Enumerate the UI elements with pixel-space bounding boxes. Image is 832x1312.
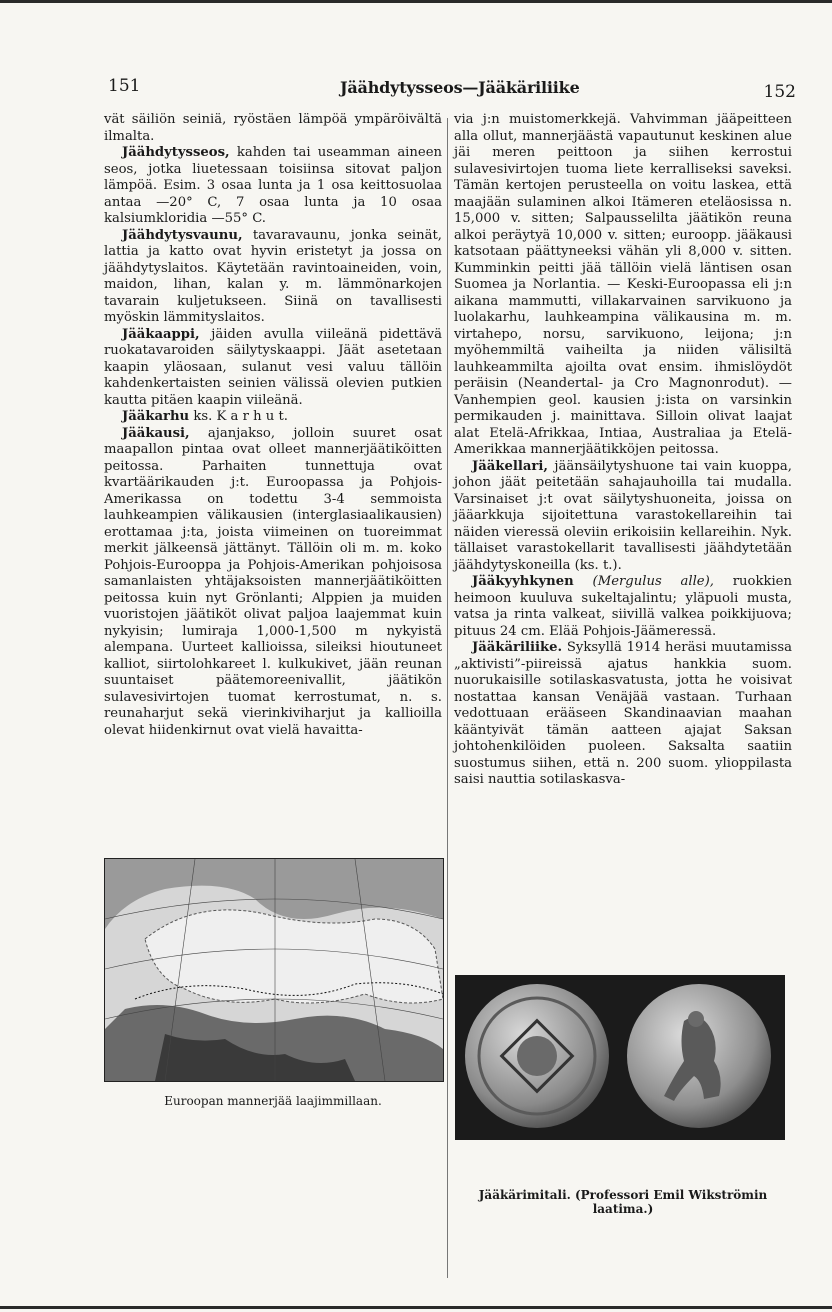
left-column: [104, 112, 442, 739]
medal-reverse-image: [624, 981, 774, 1131]
map-drawing: [105, 859, 443, 1081]
entry-jaakariliike: Jääkäriliike. Syksyllä 1914 heräsi muutamissa „aktivisti”-piireissä ajatus hankkia suom. nuorukaisille sotilaskasvatusta, jotta he voisivat nostattaa kansan Venäjää vastaan. Turhaan vedottuaan erääseen Skandinaavian maahan kääntyivät tämän aatteen ajajat Saksan johtohenkilöiden puoleen. Saksalta saatiin suostumus siihen, että n. 200 suom. ylioppilasta saisi nauttia sotilaskasva-: [454, 640, 792, 787]
page-number-right: 152: [763, 82, 796, 102]
entry-jaahdytysvaunu: Jäähdytysvaunu, tavaravaunu, jonka seinät, lattia ja katto ovat hyvin eristetyt ja jossa on jäähdytyslaitos. Käytetään ravintoaineiden, voin, maidon, lihan, kalan y. m. lämmönarkojen tavarain kuljetukseen. Siinä on tavallisesti myöskin lämmityslaitos.: [104, 227, 442, 325]
right-column: [454, 112, 792, 789]
medal-caption: Jääkärimitali. (Professori Emil Wikströmin laatima.): [478, 1188, 768, 1216]
continued-text: via j:n muistomerkkejä. Vahvimman jääpeitteen alla ollut, mannerjäästä vapautunut keskinen alue jäi meren peittoon ja siihen kerrostui sulavesivirtojen tuoma liete kerralliseksi saveksi. Tämän kertojen perusteella on voitu laskea, että maajään sulaminen alkoi Itämeren eteläosissa n. 15,000 v. sitten; Salpausselilta jäätikön reuna alkoi peräytyä 10,000 v. sitten; euroopp. jääkausi katsotaan päättyneeksi vähän yli 8,000 v. sitten. Kumminkin peitti jää tällöin vielä läntisen osan Suomea ja Norlantia. — Keski-Euroopassa eli j:n aikana mammutti, villakarvainen sarvikuono ja luolakarhu, lauhkeampina välikausina m. m. virtahepo, norsu, sarvikuono, leijona; j:n myöhemmiltä vaiheilta ja niiden välisiltä lauhkeammilta ajoilta ovat ensim. ihmislöydöt peräisin (Neandertal- ja Cro Magnonrodut). — Vanhempien geol. kausien j:ista on varsinkin permikauden j. mainittava. Silloin olivat laajat alat Etelä-Afrikkaa, Intiaa, Australiaa ja Etelä-Amerikkaa mannerjäätikköjen peitossa.: [454, 112, 792, 457]
headword: Jäähdytysseos,: [122, 145, 230, 160]
europe-ice-map-image: [104, 858, 444, 1082]
running-title: Jäähdytysseos—Jääkäriliike: [340, 78, 580, 97]
medal-obverse-image: [462, 981, 612, 1131]
entry-jaakellari: Jääkellari, jäänsäilytyshuone tai vain kuoppa, johon jäät peitetään sahajauhoilla tai mudalla. Varsinaiset j:t ovat säilytyshuoneita, joissa on jääarkkuja sijoitettuna varastokellareihin tai näiden vieressä oleviin erikoisiin kellareihin. Nyk. tällaiset varastokellarit tavallisesti jäähdytetään jäähdytyskoneilla (ks. t.).: [454, 458, 792, 573]
medal-reverse-drawing: [624, 981, 774, 1131]
continued-text: vät säiliön seiniä, ryöstäen lämpöä ympäröivältä ilmalta.: [104, 112, 442, 144]
headword: Jääkyyhkynen: [472, 574, 574, 589]
entry-jaakyyhkynen: Jääkyyhkynen (Mergulus alle), ruokkien heimoon kuuluva sukeltajalintu; yläpuoli musta, vatsa ja rinta valkeat, siivillä valkea poikkijuova; pituus 24 cm. Elää Pohjois-Jäämeressä.: [454, 574, 792, 639]
headword: Jääkellari,: [472, 458, 548, 474]
latin-name: (Mergulus alle),: [573, 574, 714, 589]
headword: Jääkausi,: [122, 425, 190, 441]
bottom-border-line: [0, 1306, 832, 1309]
entry-jaakaappi: Jääkaappi, jäiden avulla viileänä pidettävä ruokatavaroiden säilytyskaappi. Jäät asetetaan kaapin yläosaan, sulanut vesi valuu tällöin kahdenkertaisten seinien välissä olevien putkien kautta pitäen kaapin viileänä.: [104, 326, 442, 408]
entry-jaakarhu: Jääkarhu ks. K a r h u t.: [122, 409, 288, 424]
entry-jaahdytysseos: Jäähdytysseos, kahden tai useamman aineen seos, jotka liuetessaan toisiinsa sitovat paljon lämpöä. Esim. 3 osaa lunta ja 1 osa keittosuolaa antaa —20° C, 7 osaa lunta ja 10 osaa kalsiumkloridia —55° C.: [104, 145, 442, 226]
page-header: [108, 76, 796, 104]
column-divider: [447, 118, 448, 1278]
page-number-left: 151: [108, 76, 141, 96]
headword: Jääkäriliike.: [472, 640, 563, 655]
entry-jaakausi: Jääkausi, ajanjakso, jolloin suuret osat maapallon pintaa ovat olleet mannerjäätiköitten peitossa. Parhaiten tunnettuja ovat kvartäärikauden j:t. Euroopassa ja Pohjois-Amerikassa on todettu 3-4 semmoista lauhkeampien välikausien (interglasiaalikausien) erottamaa j:ta, joista viimeinen on tuoreimmat merkit jälkeensä jättänyt. Tällöin oli m. m. koko Pohjois-Eurooppa ja Pohjois-Amerikan pohjoisosa samanlaisten yhtäjaksoisten mannerjäätiköitten peitossa kuin nyt Grönlanti; Alppien ja muiden vuoristojen jäätiköt olivat paljoa laajemmat kuin nykyisin; lumiraja 1,000-1,500 m nykyistä alempana. Uurteet kallioissa, sileiksi hioutuneet kalliot, siirtolohkareet l. kulkukivet, jään reunan suuntaiset päätemoreenivallit, jäätikön sulavesivirtojen tuomat kerrostumat, n. s. reunaharjut sekä vierinkiviharjut ja kallioilla olevat hiidenkirnut ovat vielä havaitta-: [104, 425, 442, 738]
headword: Jäähdytysvaunu,: [122, 227, 243, 243]
headword: Jääkarhu: [122, 409, 190, 424]
top-border-line: [0, 0, 832, 3]
map-caption: Euroopan mannerjää laajimmillaan.: [164, 1094, 382, 1108]
headword: Jääkaappi,: [122, 326, 200, 342]
medal-obverse-drawing: [462, 981, 612, 1131]
